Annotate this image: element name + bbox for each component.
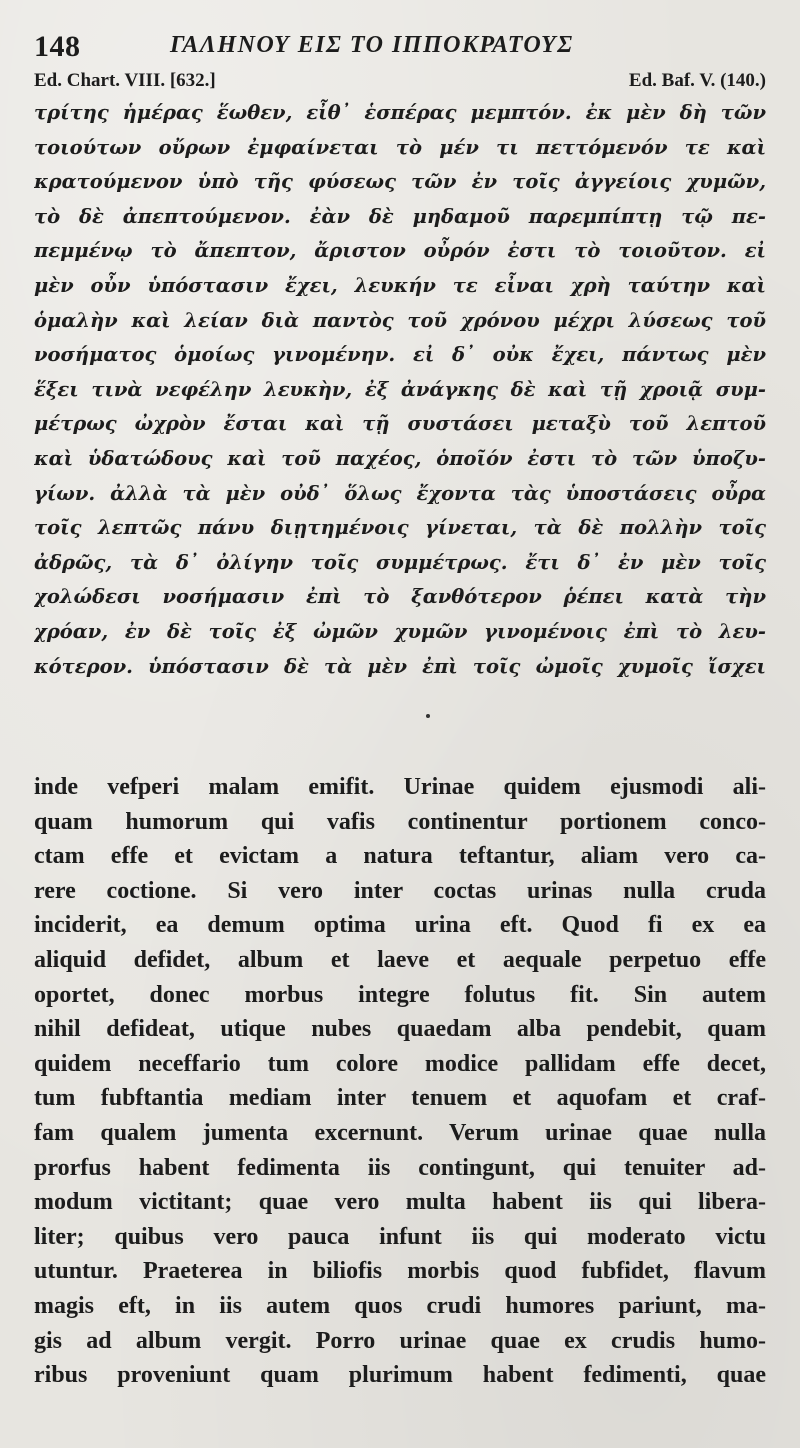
section-divider-dot <box>426 714 430 718</box>
greek-line: μὲν οὖν ὑπόστασιν ἔχει, λευκήν τε εἶναι χρὴ ταύτην καὶ <box>34 273 766 297</box>
latin-line: nihil defideat, utique nubes quaedam alba pendebit, quam <box>34 1016 766 1043</box>
greek-line: τὸ δὲ ἀπεπτούμενον. ἐὰν δὲ μηδαμοῦ παρεμπίπτῃ τῷ πε- <box>34 204 766 228</box>
latin-line: utuntur. Praeterea in biliofis morbis quod fubfidet, flavum <box>34 1258 766 1285</box>
latin-line: fam qualem jumenta excernunt. Verum urinae quae nulla <box>34 1119 766 1146</box>
greek-line: κότερον. ὑπόστασιν δὲ τὰ μὲν ἐπὶ τοῖς ὠμοῖς χυμοῖς ἴσχει <box>34 654 766 678</box>
edition-chartier: Ed. Chart. VIII. [632.] <box>34 70 216 91</box>
page-number: 148 <box>34 30 81 63</box>
greek-line: τοιούτων οὔρων ἐμφαίνεται τὸ μέν τι πεττόμενόν τε καὶ <box>34 135 766 159</box>
latin-line: inciderit, ea demum optima urina eft. Quod fi ex ea <box>34 912 766 939</box>
latin-line: rere coctione. Si vero inter coctas urinas nulla cruda <box>34 877 766 904</box>
greek-line: ὁμαλὴν καὶ λείαν διὰ παντὸς τοῦ χρόνου μέχρι λύσεως τοῦ <box>34 308 766 332</box>
latin-line: aliquid defidet, album et laeve et aequale perpetuo effe <box>34 946 766 973</box>
latin-line: quam humorum qui vafis continentur portionem conco- <box>34 808 766 835</box>
greek-line: ἕξει τινὰ νεφέλην λευκὴν, ἐξ ἀνάγκης δὲ καὶ τῇ χροιᾷ συμ- <box>34 377 766 401</box>
latin-line: ctam effe et evictam a natura teftantur, aliam vero ca- <box>34 843 766 870</box>
running-title: ΓΑΛΗΝΟΥ ΕΙΣ ΤΟ ΙΠΠΟΚΡΑΤΟΥΣ <box>170 32 574 58</box>
edition-basel: Ed. Baf. V. (140.) <box>628 70 766 91</box>
greek-line: γίων. ἀλλὰ τὰ μὲν οὐδ᾽ ὅλως ἔχοντα τὰς ὑποστάσεις οὖρα <box>34 481 766 505</box>
page-header <box>34 28 774 68</box>
edition-references <box>34 70 766 96</box>
greek-line: καὶ ὑδατώδους καὶ τοῦ παχέος, ὁποῖόν ἐστι τὸ τῶν ὑποζυ- <box>34 446 766 470</box>
latin-line: magis eft, in iis autem quos crudi humores pariunt, ma- <box>34 1292 766 1319</box>
greek-text-block <box>34 96 766 684</box>
latin-line: inde vefperi malam emifit. Urinae quidem ejusmodi ali- <box>34 774 766 800</box>
latin-line: liter; quibus vero pauca infunt iis qui moderato victu <box>34 1223 766 1250</box>
latin-line: tum fubftantia mediam inter tenuem et aquofam et craf- <box>34 1085 766 1112</box>
latin-line: gis ad album vergit. Porro urinae quae ex crudis humo- <box>34 1327 766 1354</box>
latin-line: modum victitant; quae vero multa habent iis qui libera- <box>34 1189 766 1216</box>
greek-line: νοσήματος ὁμοίως γινομένην. εἰ δ᾽ οὐκ ἔχει, πάντως μὲν <box>34 343 766 367</box>
latin-text-block <box>34 770 766 1393</box>
greek-line: κρατούμενον ὑπὸ τῆς φύσεως τῶν ἐν τοῖς ἀγγείοις χυμῶν, <box>34 170 766 194</box>
greek-line: τρίτης ἡμέρας ἕωθεν, εἶθ᾽ ἑσπέρας μεμπτόν. ἐκ μὲν δὴ τῶν <box>34 101 766 124</box>
latin-line: quidem neceffario tum colore modice pallidam effe decet, <box>34 1050 766 1077</box>
greek-line: ἀδρῶς, τὰ δ᾽ ὀλίγην τοῖς συμμέτρως. ἔτι δ᾽ ἐν μὲν τοῖς <box>34 550 766 574</box>
latin-line: ribus proveniunt quam plurimum habent fedimenti, quae <box>34 1362 766 1389</box>
greek-line: πεμμένῳ τὸ ἄπεπτον, ἄριστον οὖρόν ἐστι τὸ τοιοῦτον. εἰ <box>34 239 766 263</box>
latin-line: prorfus habent fedimenta iis contingunt, qui tenuiter ad- <box>34 1154 766 1181</box>
greek-line: μέτρως ὠχρὸν ἔσται καὶ τῇ συστάσει μεταξὺ τοῦ λεπτοῦ <box>34 412 766 436</box>
greek-line: χρόαν, ἐν δὲ τοῖς ἐξ ὠμῶν χυμῶν γινομένοις ἐπὶ τὸ λευ- <box>34 619 766 643</box>
greek-line: τοῖς λεπτῶς πάνυ διῃτημένοις γίνεται, τὰ δὲ πολλὴν τοῖς <box>34 516 766 540</box>
greek-line: χολώδεσι νοσήμασιν ἐπὶ τὸ ξανθότερον ῥέπει κατὰ τὴν <box>34 585 766 609</box>
latin-line: oportet, donec morbus integre folutus fit. Sin autem <box>34 981 766 1008</box>
